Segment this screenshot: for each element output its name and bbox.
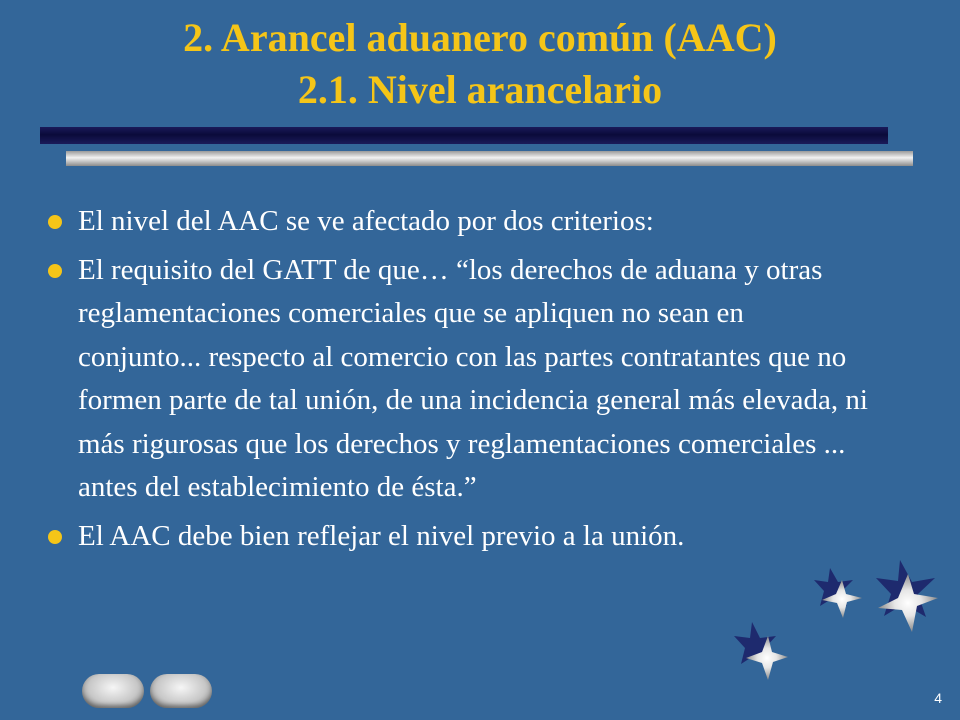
- bullet-text: El AAC debe bien reflejar el nivel previo a la unión.: [78, 519, 685, 552]
- title-divider-dark: [40, 127, 888, 144]
- title-line-2: 2.1. Nivel arancelario: [297, 67, 663, 112]
- bullet-dot-icon: [48, 530, 62, 544]
- title-divider-grey: [66, 151, 913, 166]
- bullet-item: [48, 200, 868, 244]
- bullet-text: El nivel del AAC se ve afectado por dos criterios:: [78, 205, 654, 237]
- star-navy-icon: [734, 622, 776, 664]
- slide-title: [60, 12, 900, 116]
- star-navy-icon: [876, 560, 935, 617]
- previous-button[interactable]: [82, 674, 144, 708]
- bullet-dot-icon: [48, 264, 62, 278]
- bullet-dot-icon: [48, 215, 62, 229]
- star-navy-icon: [814, 568, 853, 606]
- page-number: 4: [934, 690, 942, 706]
- star-silver-icon: [822, 580, 862, 618]
- title-line-1: 2. Arancel aduanero común (AAC): [183, 15, 777, 60]
- star-silver-icon: [746, 636, 788, 680]
- next-button[interactable]: [150, 674, 212, 708]
- star-silver-icon: [878, 574, 938, 632]
- bullet-item: [48, 249, 868, 510]
- bullet-item: [48, 515, 868, 559]
- bullet-text: El requisito del GATT de que… “los derechos de aduana y otras reglamentaciones comerciales que se apliquen no sean en conjunto... respecto al comercio con las partes contratantes que no formen parte de tal unión, de una incidencia general más elevada, ni más rigurosas que los derechos y reglamentaciones comerciales ... antes del establecimiento de ésta.”: [78, 253, 868, 503]
- bullet-list: [48, 200, 868, 563]
